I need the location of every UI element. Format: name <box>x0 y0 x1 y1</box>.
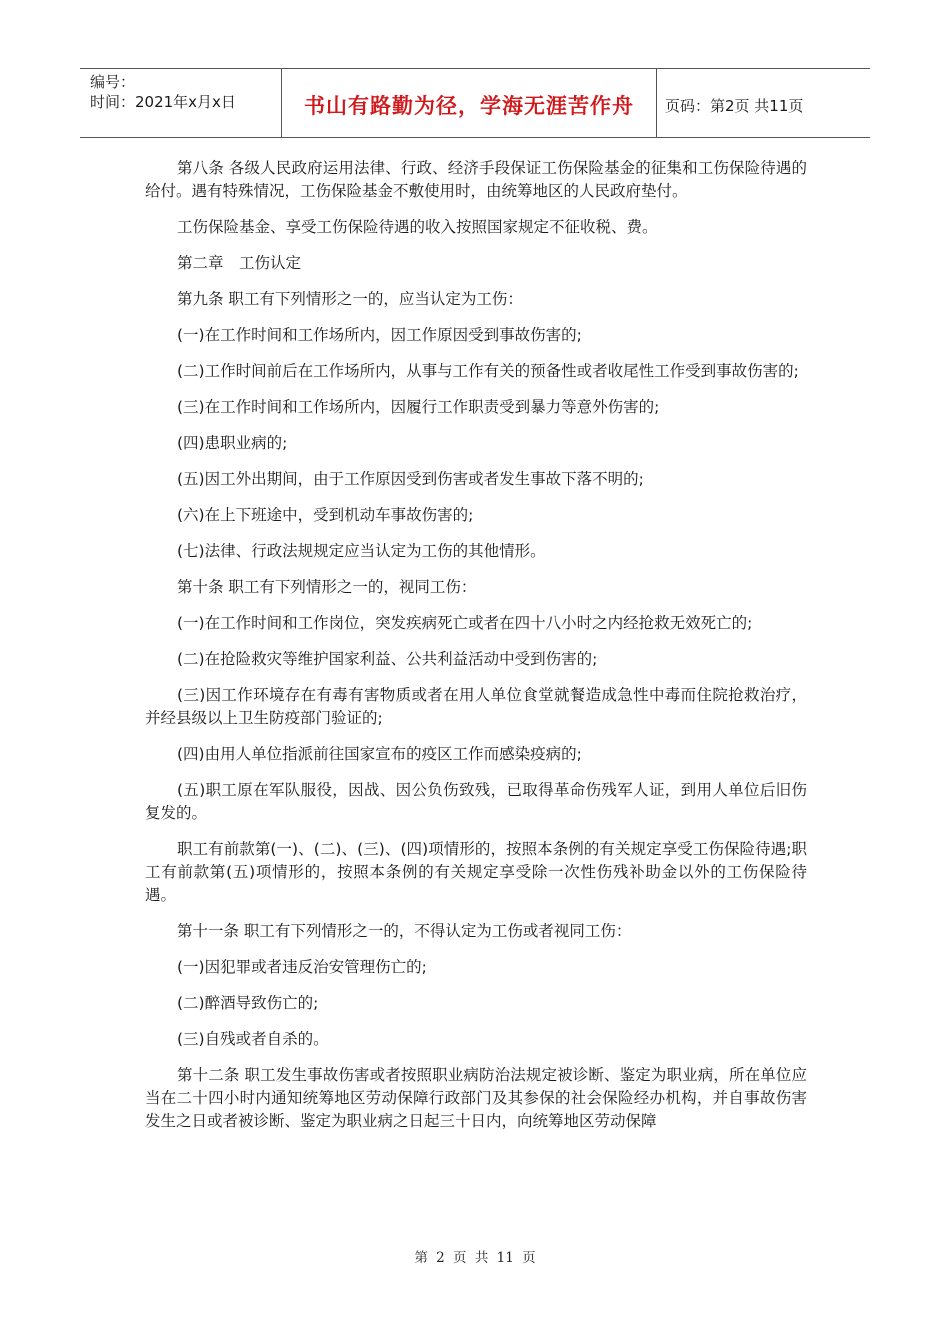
time-label: 时间：2021年x月x日 <box>90 93 236 111</box>
serial-label: 编号： <box>90 73 136 91</box>
list-item: (三)因工作环境存在有毒有害物质或者在用人单位食堂就餐造成急性中毒而住院抢救治疗，并经县级以上卫生防疫部门验证的; <box>145 686 807 727</box>
list-item: (六)在上下班途中，受到机动车事故伤害的; <box>177 506 474 524</box>
paragraph: 第十条 职工有下列情形之一的，视同工伤： <box>177 578 477 596</box>
list-item: (一)因犯罪或者违反治安管理伤亡的; <box>177 958 427 976</box>
paragraph: 第十二条 职工发生事故伤害或者按照职业病防治法规定被诊断、鉴定为职业病，所在单位应当在二十四小时内通知统筹地区劳动保障行政部门及其参保的社会保险经办机构，并自事故伤害发生之日或者被诊断、鉴定为职业病之日起三十日内，向统筹地区劳动保障 <box>145 1066 807 1130</box>
list-item: (一)在工作时间和工作岗位，突发疾病死亡或者在四十八小时之内经抢救无效死亡的; <box>177 614 753 632</box>
paragraph: 第十一条 职工有下列情形之一的，不得认定为工伤或者视同工伤： <box>177 922 632 940</box>
document-body <box>145 157 807 1146</box>
list-item: (三)在工作时间和工作场所内，因履行工作职责受到暴力等意外伤害的; <box>177 398 660 416</box>
header-motto: 书山有路勤为径，学海无涯苦作舟 <box>282 69 657 137</box>
list-item: (二)醉酒导致伤亡的; <box>177 994 319 1012</box>
list-item: (一)在工作时间和工作场所内，因工作原因受到事故伤害的; <box>177 326 582 344</box>
header-meta <box>80 69 282 137</box>
paragraph: 第八条 各级人民政府运用法律、行政、经济手段保证工伤保险基金的征集和工伤保险待遇的给付。遇有特殊情况，工伤保险基金不敷使用时，由统筹地区的人民政府垫付。 <box>145 159 807 200</box>
list-item: (七)法律、行政法规规定应当认定为工伤的其他情形。 <box>177 542 546 560</box>
paragraph: 第九条 职工有下列情形之一的，应当认定为工伤： <box>177 290 523 308</box>
page-footer: 第 2 页 共 11 页 <box>414 1250 536 1266</box>
list-item: (三)自残或者自杀的。 <box>177 1030 329 1048</box>
list-item: (二)工作时间前后在工作场所内，从事与工作有关的预备性或者收尾性工作受到事故伤害的; <box>177 362 799 380</box>
paragraph: 职工有前款第(一)、(二)、(三)、(四)项情形的，按照本条例的有关规定享受工伤保险待遇;职工有前款第(五)项情形的，按照本条例的有关规定享受除一次性伤残补助金以外的工伤保险待遇。 <box>145 840 807 904</box>
list-item: (四)患职业病的; <box>177 434 288 452</box>
list-item: (五)因工外出期间，由于工作原因受到伤害或者发生事故下落不明的; <box>177 470 644 488</box>
paragraph: 工伤保险基金、享受工伤保险待遇的收入按照国家规定不征收税、费。 <box>177 218 658 236</box>
chapter-heading: 第二章 工伤认定 <box>177 254 302 272</box>
page-header <box>80 68 870 138</box>
list-item: (四)由用人单位指派前往国家宣布的疫区工作而感染疫病的; <box>177 745 582 763</box>
list-item: (五)职工原在军队服役，因战、因公负伤致残，已取得革命伤残军人证，到用人单位后旧伤复发的。 <box>145 781 807 822</box>
list-item: (二)在抢险救灾等维护国家利益、公共利益活动中受到伤害的; <box>177 650 598 668</box>
header-page-info: 页码：第2页 共11页 <box>665 96 804 115</box>
